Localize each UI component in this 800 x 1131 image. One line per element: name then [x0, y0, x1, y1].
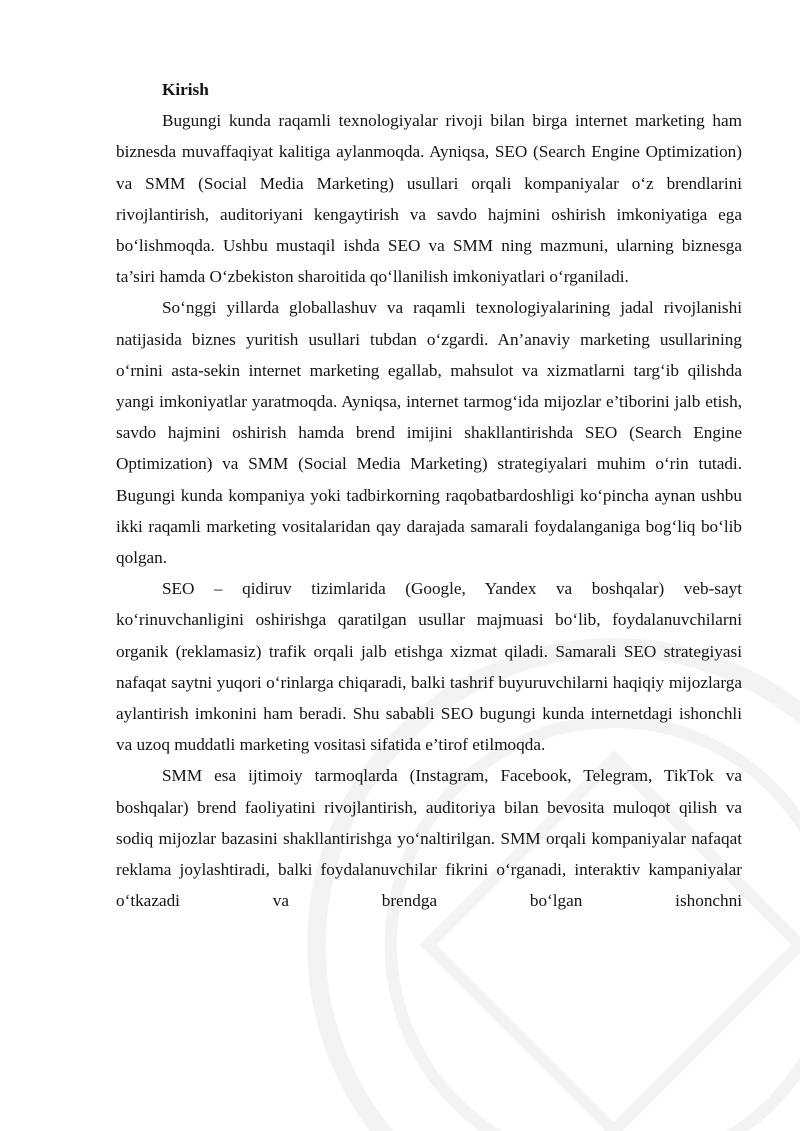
- paragraph-smm: SMM esa ijtimoiy tarmoqlarda (Instagram, Facebook, Telegram, TikTok va boshqalar) brend faoliyatini rivojlantirish, auditoriya bilan bevosita muloqot qilish va sodiq mijozlar bazasini shakllantirishga yo‘naltirilgan. SMM orqali kompaniyalar nafaqat reklama joylashtiradi, balki foydalanuvchilar fikrini o‘rganadi, interaktiv kampaniyalar o‘tkazadi va brendga bo‘lgan ishonchni: [116, 766, 742, 911]
- document-body: [116, 74, 742, 916]
- paragraph-seo: SEO – qidiruv tizimlarida (Google, Yandex va boshqalar) veb-sayt ko‘rinuvchanligini oshirishga qaratilgan usullar majmuasi bo‘lib, foydalanuvchilarni organik (reklamasiz) trafik orqali jalb etishga xizmat qiladi. Samarali SEO strategiyasi nafaqat saytni yuqori o‘rinlarga chiqaradi, balki tashrif buyuruvchilarni haqiqiy mijozlarga aylantirish imkonini ham beradi. Shu sababli SEO bugungi kunda internetdagi ishonchli va uzoq muddatli marketing vositasi sifatida e’tirof etilmoqda.: [116, 579, 742, 755]
- section-heading: Kirish: [162, 80, 209, 99]
- paragraph-intro: Bugungi kunda raqamli texnologiyalar rivoji bilan birga internet marketing ham biznesda muvaffaqiyat kalitiga aylanmoqda. Ayniqsa, SEO (Search Engine Optimization) va SMM (Social Media Marketing) usullari orqali kompaniyalar o‘z brendlarini rivojlantirish, auditoriyani kengaytirish va savdo hajmini oshirish imkoniyatiga ega bo‘lishmoqda. Ushbu mustaqil ishda SEO va SMM ning mazmuni, ularning biznesga ta’siri hamda O‘zbekiston sharoitida qo‘llanilish imkoniyatlari o‘rganiladi.: [116, 111, 742, 287]
- paragraph-digital-marketing: So‘nggi yillarda globallashuv va raqamli texnologiyalarining jadal rivojlanishi natijasida biznes yuritish usullari tubdan o‘zgardi. An’anaviy marketing usullarining o‘rnini asta-sekin internet marketing egallab, mahsulot va xizmatlarni targ‘ib qilishda yangi imkoniyatlar yaratmoqda. Ayniqsa, internet tarmog‘ida mijozlar e’tiborini jalb etish, savdo hajmini oshirish hamda brend imijini shakllantirishda SEO (Search Engine Optimization) va SMM (Social Media Marketing) strategiyalari muhim o‘rin tutadi. Bugungi kunda kompaniya yoki tadbirkorning raqobatbardoshligi ko‘pincha aynan ushbu ikki raqamli marketing vositalaridan qay darajada samarali foydalanganiga bog‘liq bo‘lib qolgan.: [116, 298, 742, 568]
